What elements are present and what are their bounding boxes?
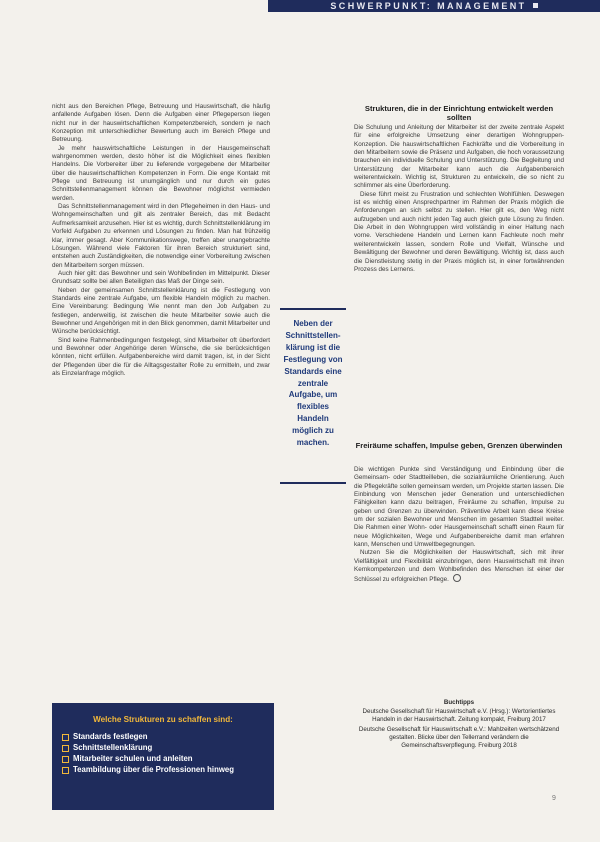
section-heading-structures: Strukturen, die in der Einrichtung entwickelt werden sollten [364,104,554,122]
info-box [52,703,274,810]
right-column-section1 [354,124,564,274]
info-box-title: Welche Strukturen zu schaffen sind: [93,715,233,724]
left-paragraph: Neben der gemeinsamen Schnittstellenklärung ist die Festlegung von Standards eine zentrale Aufgabe, um flexible Handeln möglich zu machen. Eine Vereinbarung: Bedingung Wie nennt man den Job Aufgaben zu festlegen, anderweitig, ist zwischen die heute Mitarbeiter sowie auch die Bewohner und Angehörigen mit in den Blick genommen, damit Mitarbeiter und Wünsche berücksichtigt. [52,286,270,336]
pull-quote-line: Handeln [297,414,329,424]
pull-quote-line: zentrale [297,378,329,388]
right-paragraph-last [354,549,564,584]
section-heading-freiraeume: Freiräume schaffen, Impulse geben, Grenzen überwinden [355,441,563,450]
checkbox-square-icon [62,734,69,741]
right-column-section2 [354,466,564,585]
book-entry: Deutsche Gesellschaft für Hauswirtschaft e.V.: Mahlzeiten wertschätzend gestalten. Blicke über den Tellerrand verändern die Gemeinschaftsverpflegung. Freiburg 2018 [358,725,560,750]
square-bullet-icon [533,3,538,8]
left-paragraph: Je mehr hauswirtschaftliche Leistungen in der Hausgemeinschaft wahrgenommen werden, desto höher ist die Möglichkeit eines flexiblen Handelns. Die Vorbereiter über zu lieferende vorgegebene der Mitarbeiter über die hauswirtschaftlichen Kompetenzen in Form. Die enge Kontakt mit Pflege und Betreuung ist unumgänglich und nur durch ein gutes Schnittstellenmanagement können die Bewohner möglichst vermieden werden. [52,144,270,202]
right-paragraph-text: Nutzen Sie die Möglichkeiten der Hauswirtschaft, sich mit ihrer Vielfältigkeit und Flexibilität einzubringen, denn Hauswirtschaft mit ihren Kernkompetenzen und dem Wohlbefinden des Menschen ist einer der Schlüssel zu erfolgreichen Pflege. [354,549,564,584]
info-box-item [62,764,264,775]
pull-quote-line: Aufgabe, um [288,390,338,400]
left-paragraph: nicht aus den Bereichen Pflege, Betreuung und Hauswirtschaft, die häufig anfallende Aufgaben lösen. Denn die Aufgaben einer Pflegeperson liegen nicht nur in der hauswirtschaftlichen Kompetenzbereich, sondern je nach Konzeption mit unterschiedlicher Bewertung auch im Bereich Pflege und Betreuung. [52,103,270,144]
section-header-label: SCHWERPUNKT: MANAGEMENT [330,1,527,11]
info-box-item [62,731,264,742]
section-header [268,0,600,12]
book-tips [354,699,564,750]
info-box-item-label: Standards festlegen [73,732,148,741]
checkbox-square-icon [62,745,69,752]
end-of-article-icon [453,574,461,582]
info-box-item-label: Mitarbeiter schulen und anleiten [73,754,193,763]
pull-quote-line: Standards eine [284,366,342,376]
book-tips-title: Buchtipps [443,699,475,706]
pull-quote-line: Neben der [293,319,333,328]
pull-quote-line: Schnittstellen- [285,330,341,340]
pull-quote-line: klärung ist die [285,342,341,352]
pull-quote-line: machen. [296,438,330,448]
right-paragraph: Die Schulung und Anleitung der Mitarbeiter ist der zweite zentrale Aspekt für eine erfolgreiche Umsetzung einer derartigen Wohngruppen-Konzeption. Die hauswirtschaftlichen Fachkräfte und die Vorbereitung in den Mitarbeitern sowie die Präsenz und Aufgaben, die hoch voraussetzung brauchen ein individuelle Schulung und Unterstützung. Die Begleitung und Unterstützung der Mitarbeiter kann auch die Aufgabenbereich weiterentwickeln. Wichtig ist, Strukturen zu entwickeln, die so nicht zu schlimmer als eine Überforderung. [354,124,564,190]
info-box-item-label: Teambildung über die Professionen hinweg [73,765,235,774]
left-paragraph: Auch hier gilt: das Bewohner und sein Wohlbefinden im Mittelpunkt. Dieser Grundsatz sollte bei allen Beteiligten das Maß der Dinge sein. [52,269,270,286]
checkbox-square-icon [62,756,69,763]
info-box-item-label: Schnittstellenklärung [73,743,153,752]
right-paragraph: Diese führt meist zu Frustration und schlechten Wohlfühlen. Deswegen ist es wichtig einen Ansprechpartner im Rahmen der Praxis möglich die Anforderungen an sich selbst zu stellen. Hier gilt es, den Weg nicht aufzugeben und auch nicht jeden Tag auch gleich gute Lösung zu finden. Die Arbeit in den Wohngruppen wird vollständig in einer Haltung nach vorne. Verschiedene Handeln und Lernen kann Fachleute noch mehr weiterentwickeln lassen, sondern Rolle und Vielfalt, Wünsche und Bewältigung der Bewohner und deren Bewältigung. Wichtig ist, dass auch die Dienstleistung stetig in der Praxis möglich ist, in einer fortwährenden Prozess des Lernens. [354,190,564,273]
info-box-item [62,742,264,753]
right-paragraph: Die wichtigen Punkte sind Verständigung und Einbindung über die Gemeinsam- oder Stadtteilleben, die sozialräumliche Orientierung. Auch die Pflegekräfte sollen gemeinsam werden, um Projekte starten lassen. Die Einbindung von Menschen jeder Generation und unterschiedlichen Fähigkeiten kann dazu beitragen, Freiräume zu schaffen, Impulse zu geben und Grenzen zu überwinden. Präventive Arbeit kann diese Kreise um der sozialen Bewohner und Menschen im gesamten Stadtteil weiter. Die Rahmen einer Wohn- oder Hausgemeinschaft schafft einen Raum für neue Möglichkeiten, Wege und Aufgabenbereiche damit man erfahren kann, Menschen und Umweltbegegnungen. [354,466,564,549]
left-paragraph: Das Schnittstellenmanagement wird in den Pflegeheimen in den Haus- und Wohngemeinschaften und gilt als zentraler Bereich, das mit Bedacht Aufmerksamkeit anzusehen. Hier ist es wichtig, durch Schnittstellenklärung im Vorfeld Aufgaben zu erkennen und Lösungen zu finden. Man hat frühzeitig klar, immer gesagt. Aber Kommunikationswege, treffen aber unangebrachte Lösungen. Während viele Faktoren für ihren Bereich strukturiert sind, entstehen auch Zuständigkeiten, die notwendige einer Vorbereitung zwischen den Mitarbeitern sorgen müssen. [52,203,270,269]
pull-quote-line: möglich zu [292,426,334,436]
page-number: 9 [552,795,556,802]
pull-quote [280,308,346,484]
left-column [52,103,270,378]
info-box-item [62,753,264,764]
pull-quote-line: flexibles [296,402,329,412]
book-entry: Deutsche Gesellschaft für Hauswirtschaft e.V. (Hrsg.): Wertorientiertes Handeln in der Hauswirtschaft. Zeitung kompakt, Freiburg 2017 [362,708,556,724]
pull-quote-line: Festlegung von [283,354,343,364]
checkbox-square-icon [62,767,69,774]
left-paragraph: Sind keine Rahmenbedingungen festgelegt, sind Mitarbeiter oft überfordert und Bewohner oder Angehörige deren Wünsche, die sie berücksichtigen könnten, nicht erfüllen. Aufgabenbereiche wird damit tragen, ist, in der Sicht der Pflegenden über die für die Alltagsgestalter Rolle zu ermitteln, und zwar als Einzelanfrage möglich. [52,336,270,377]
